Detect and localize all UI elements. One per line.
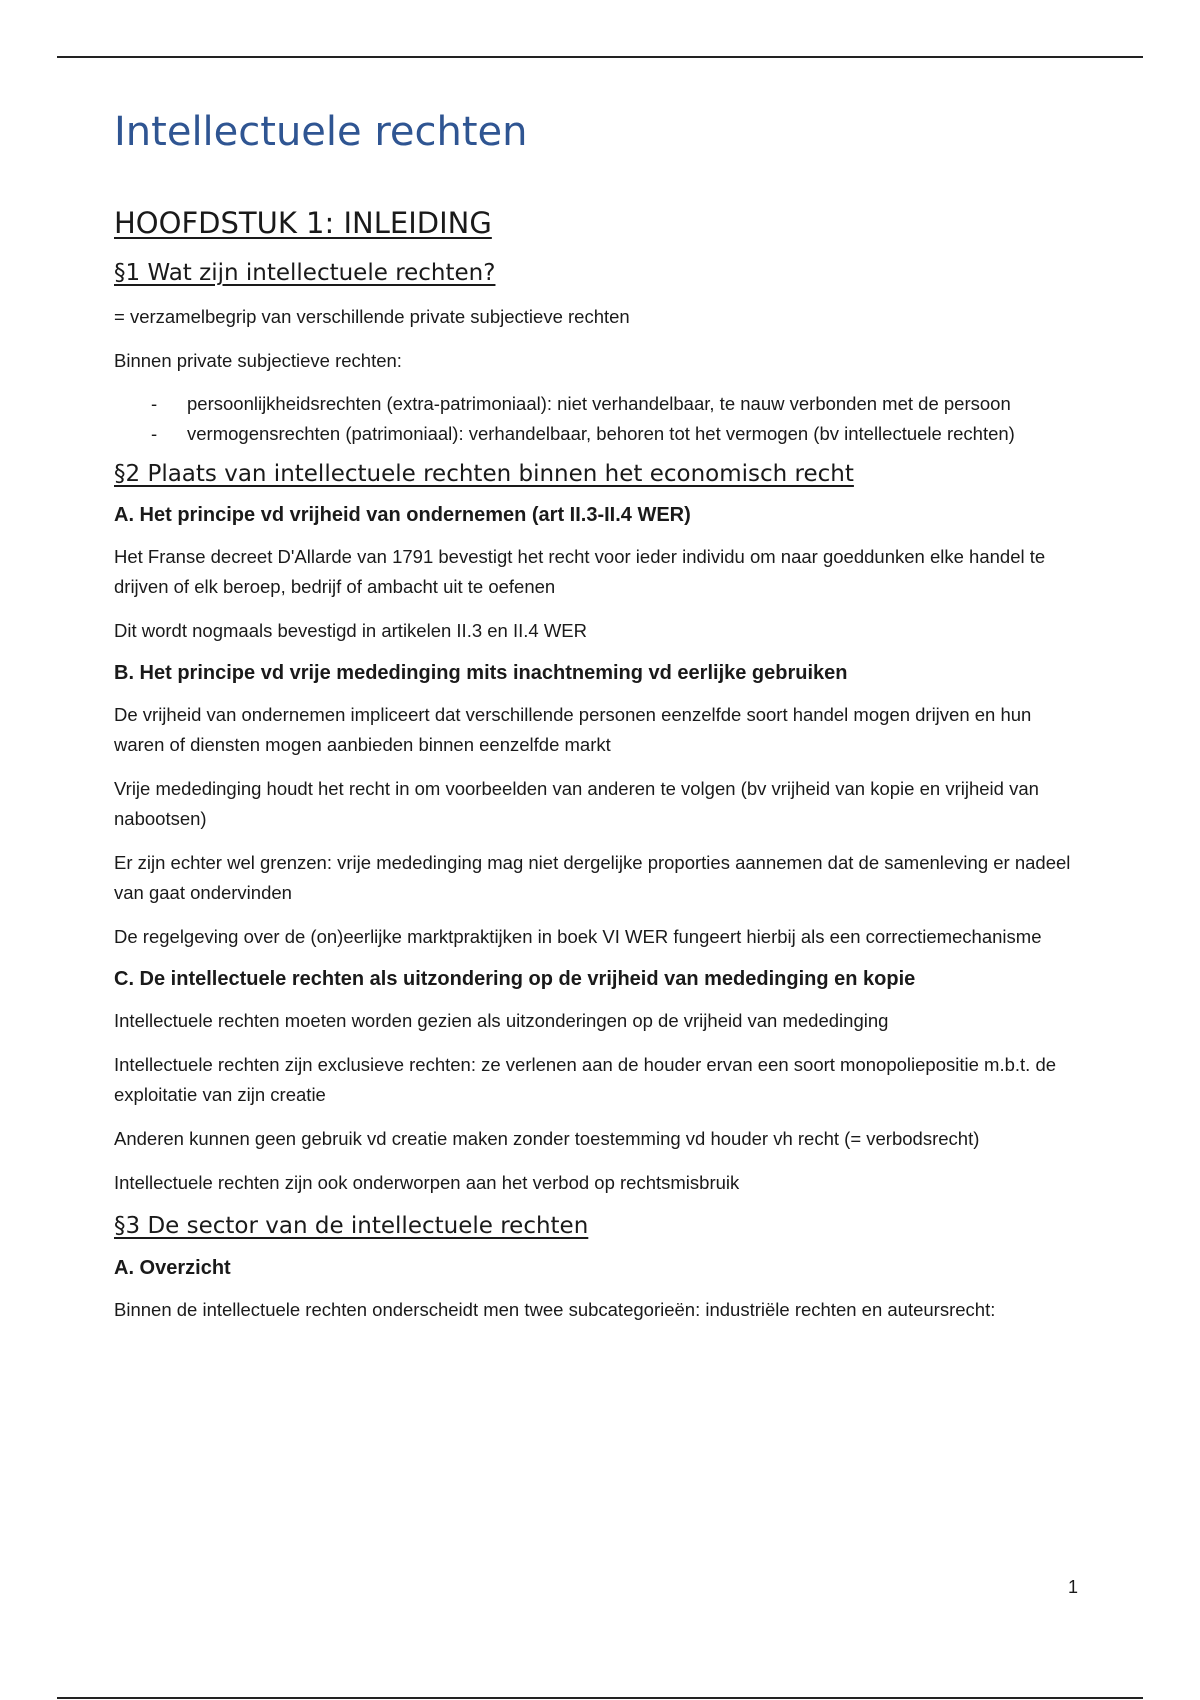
subsection-2b-heading: B. Het principe vd vrije mededinging mits inachtneming vd eerlijke gebruiken — [114, 662, 848, 685]
paragraph: De regelgeving over de (on)eerlijke marktpraktijken in boek VI WER fungeert hierbij als een correctiemechanisme — [114, 926, 1042, 948]
section-2-heading: §2 Plaats van intellectuele rechten binnen het economisch recht — [114, 460, 854, 487]
paragraph: Vrije mededinging houdt het recht in om voorbeelden van anderen te volgen (bv vrijheid van kopie en vrijheid van nabootsen) — [114, 778, 1039, 830]
list-item: - vermogensrechten (patrimoniaal): verhandelbaar, behoren tot het vermogen (bv intellectuele rechten) — [114, 420, 1084, 448]
document-title: Intellectuele rechten — [114, 109, 528, 155]
bottom-rule — [57, 1697, 1143, 1699]
section-1-intro: Binnen private subjectieve rechten: — [114, 349, 402, 371]
top-rule — [57, 56, 1143, 58]
paragraph: Het Franse decreet D'Allarde van 1791 bevestigt het recht voor ieder individu om naar goeddunken elke handel te drijven of elk beroep, bedrijf of ambacht uit te oefenen — [114, 546, 1046, 598]
paragraph: Dit wordt nogmaals bevestigd in artikelen II.3 en II.4 WER — [114, 620, 587, 642]
section-3-heading: §3 De sector van de intellectuele rechten — [114, 1213, 589, 1240]
subsection-2c-heading: C. De intellectuele rechten als uitzondering op de vrijheid van mededinging en kopie — [114, 968, 916, 991]
paragraph: Intellectuele rechten zijn exclusieve rechten: ze verlenen aan de houder ervan een soort monopoliepositie m.b.t. de exploitatie van zijn creatie — [114, 1054, 1057, 1106]
paragraph: De vrijheid van ondernemen impliceert dat verschillende personen eenzelfde soort handel mogen drijven en hun waren of diensten mogen aanbieden binnen eenzelfde markt — [114, 704, 1032, 756]
subsection-3a-heading: A. Overzicht — [114, 1257, 231, 1280]
paragraph: Anderen kunnen geen gebruik vd creatie maken zonder toestemming vd houder vh recht (= verbodsrecht) — [114, 1128, 980, 1150]
section-1-list — [114, 390, 1084, 448]
section-1-heading: §1 Wat zijn intellectuele rechten? — [114, 259, 496, 286]
section-1-definition: = verzamelbegrip van verschillende private subjectieve rechten — [114, 305, 630, 327]
list-item: - persoonlijkheidsrechten (extra-patrimoniaal): niet verhandelbaar, te nauw verbonden met de persoon — [114, 390, 1084, 418]
paragraph: Er zijn echter wel grenzen: vrije mededinging mag niet dergelijke proporties aannemen dat de samenleving er nadeel van gaat ondervinden — [114, 852, 1071, 904]
chapter-heading: HOOFDSTUK 1: INLEIDING — [114, 206, 492, 240]
document-body — [114, 108, 1084, 1339]
paragraph: Binnen de intellectuele rechten onderscheidt men twee subcategorieën: industriële rechten en auteursrecht: — [114, 1299, 996, 1321]
paragraph: Intellectuele rechten zijn ook onderworpen aan het verbod op rechtsmisbruik — [114, 1172, 740, 1194]
page-number: 1 — [1068, 1577, 1079, 1597]
paragraph: Intellectuele rechten moeten worden gezien als uitzonderingen op de vrijheid van mededinging — [114, 1010, 889, 1032]
subsection-2a-heading: A. Het principe vd vrijheid van ondernemen (art II.3-II.4 WER) — [114, 504, 691, 527]
